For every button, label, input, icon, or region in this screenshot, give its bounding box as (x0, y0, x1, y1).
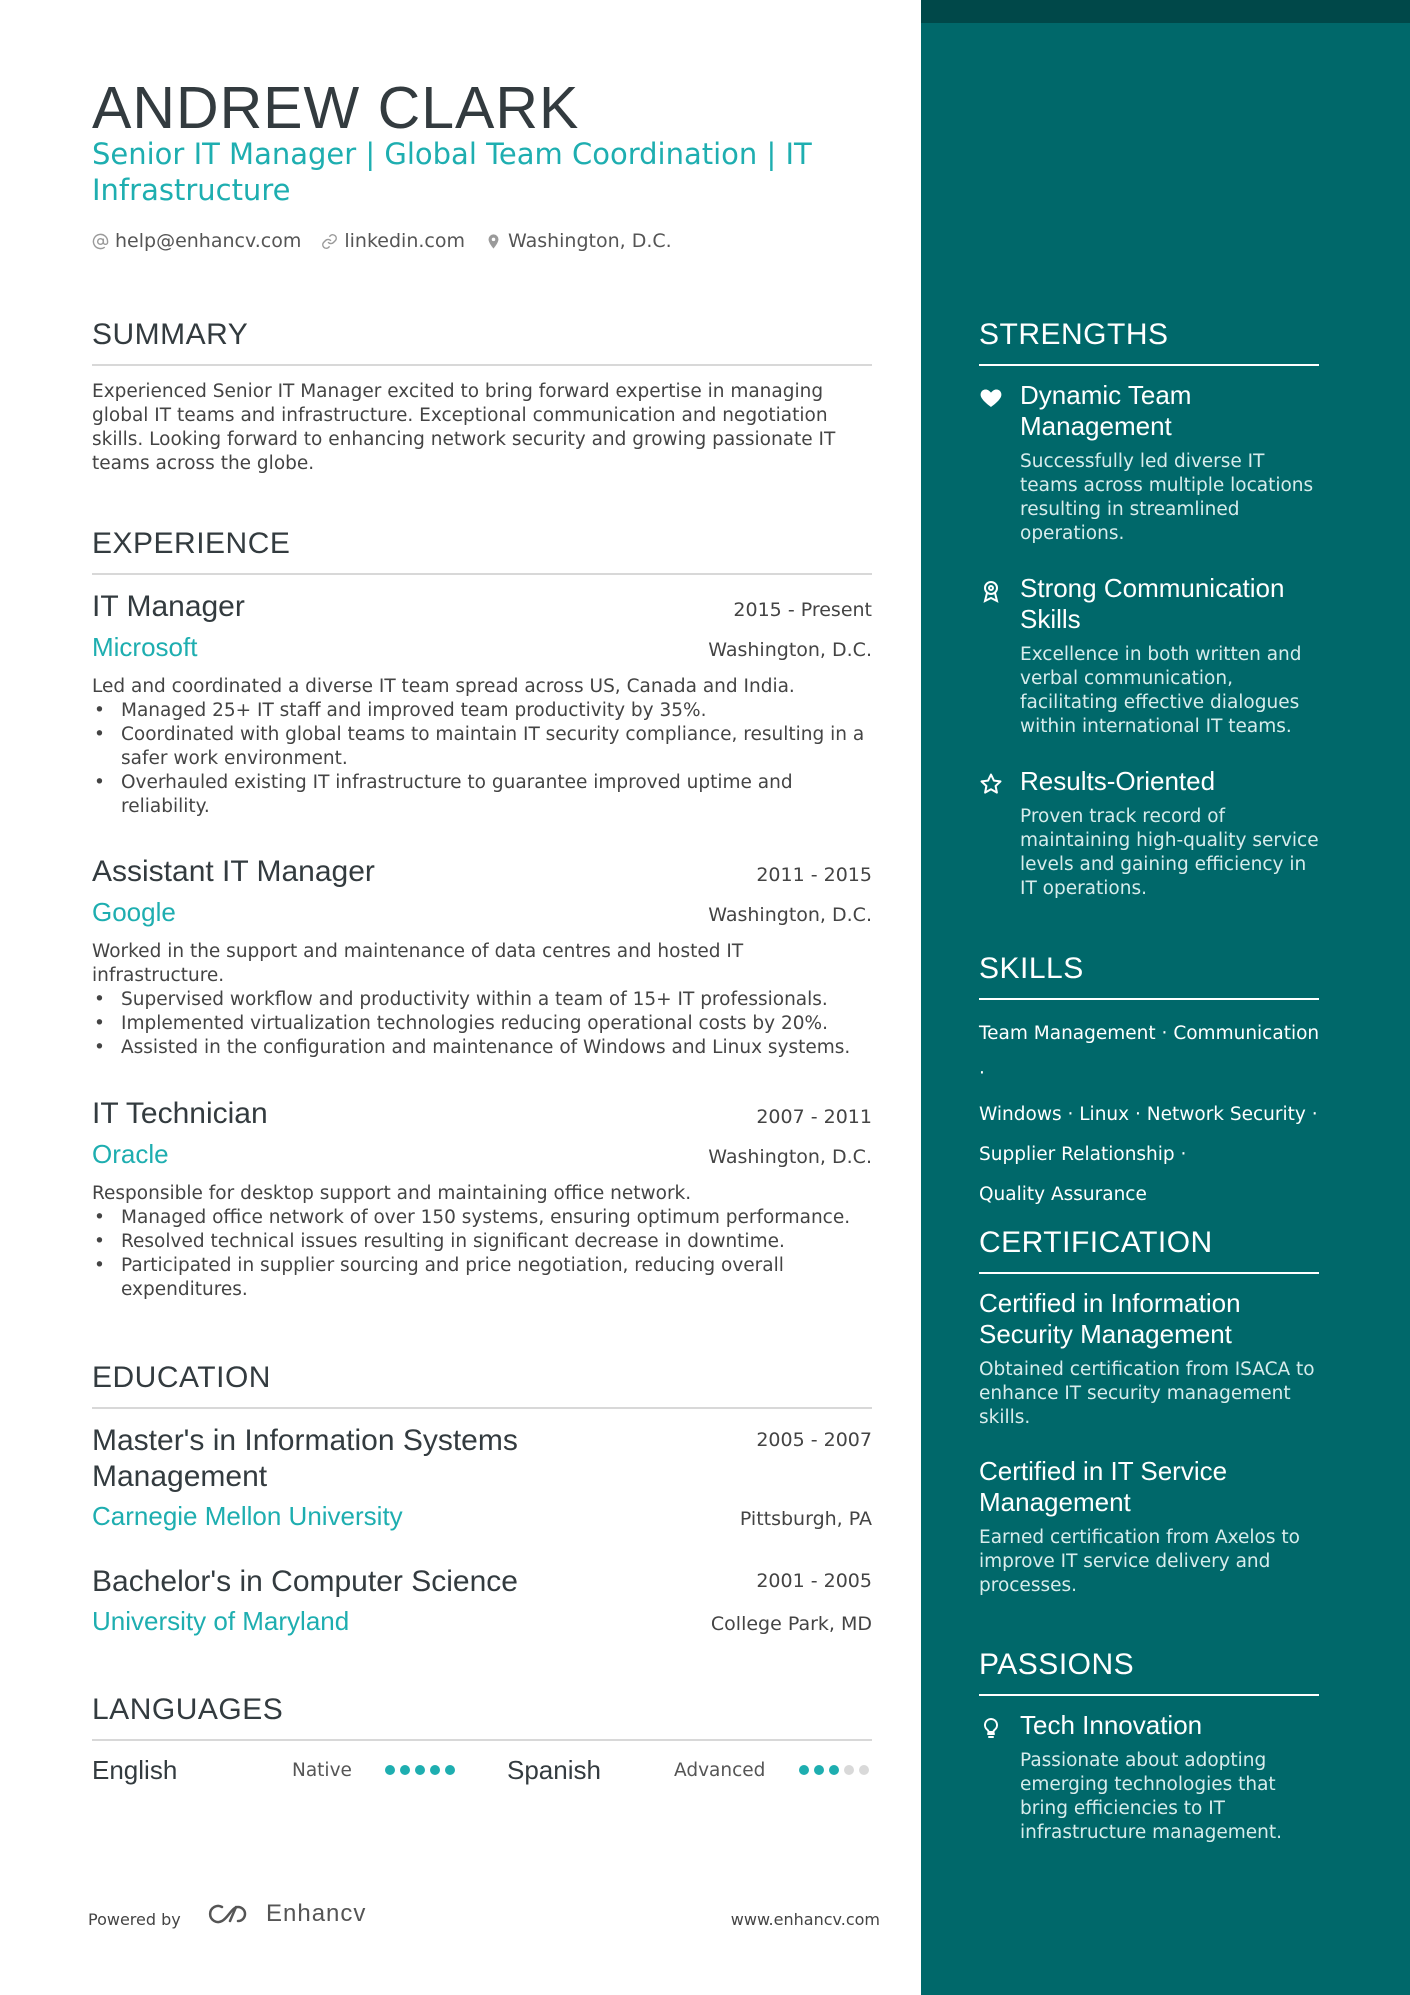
bullet-item: • Resolved technical issues resulting in significant decrease in downtime. (92, 1230, 872, 1254)
bullet-item: • Implemented virtualization technologies reducing operational costs by 20%. (92, 1012, 872, 1036)
certification-title: Certified in IT Service Management (979, 1456, 1228, 1517)
job-title: IT Manager (92, 590, 245, 623)
job-description: Responsible for desktop support and maintaining office network. (92, 1183, 692, 1204)
passion-item (979, 1710, 1319, 1845)
sidebar (921, 0, 1410, 1995)
job-company: Microsoft (92, 632, 198, 662)
location-pin-icon (485, 233, 502, 250)
strength-title: Dynamic Team Management (1020, 380, 1192, 441)
candidate-name: ANDREW CLARK (92, 75, 580, 141)
skill-item: Supplier Relationship (979, 1143, 1175, 1165)
email-text: help@enhancv.com (115, 230, 302, 252)
bullet-item: • Managed office network of over 150 systems, ensuring optimum performance. (92, 1206, 872, 1230)
summary-text: Experienced Senior IT Manager excited to bring forward expertise in managing global IT teams and infrastructure. Exceptional communication and negotiation skills. Looking forward to enhancing network security and growing passionate IT teams across the globe. (92, 381, 836, 474)
strength-item (979, 380, 1319, 546)
rating-dot-filled (415, 1765, 425, 1775)
strength-title: Strong Communication Skills (1020, 573, 1285, 634)
school-location: College Park, MD (710, 1613, 872, 1635)
job-location: Washington, D.C. (708, 904, 872, 926)
rating-dot-filled (385, 1765, 395, 1775)
location-text: Washington, D.C. (508, 230, 672, 252)
skill-item: Communication (1173, 1023, 1320, 1044)
skill-item: Linux (1079, 1103, 1130, 1125)
job-description: Worked in the support and maintenance of data centres and hosted IT infrastructure. (92, 941, 744, 986)
strength-description: Excellence in both written and verbal communication, facilitating effective dialogues within international IT teams. (1020, 644, 1302, 737)
bullet-item: • Assisted in the configuration and maintenance of Windows and Linux systems. (92, 1036, 872, 1060)
rating-dot-filled (430, 1765, 440, 1775)
language-rating (385, 1765, 455, 1775)
at-icon (92, 233, 109, 250)
job-title: IT Technician (92, 1097, 268, 1130)
brand-name: Enhancv (266, 1900, 367, 1927)
school-name: Carnegie Mellon University (92, 1501, 403, 1531)
brand-logo[interactable] (206, 1900, 366, 1928)
linkedin-text: linkedin.com (344, 230, 465, 252)
language-item (507, 1752, 601, 1788)
job-entry (92, 589, 872, 819)
language-item (92, 1752, 177, 1788)
skill-item: Network Security (1146, 1103, 1306, 1125)
skills-heading: SKILLS (979, 952, 1319, 1000)
language-level: Advanced (674, 1760, 766, 1781)
certification-heading: CERTIFICATION (979, 1226, 1319, 1274)
passion-title: Tech Innovation (1020, 1710, 1203, 1740)
rating-dot-filled (445, 1765, 455, 1775)
passion-description: Passionate about adopting emerging technologies that bring efficiencies to IT infrastructure management. (1020, 1750, 1282, 1843)
passions-heading: PASSIONS (979, 1648, 1319, 1696)
summary-heading: SUMMARY (92, 318, 872, 366)
strength-description: Proven track record of maintaining high-quality service levels and gaining efficiency in IT operations. (1020, 806, 1319, 899)
education-entry (92, 1423, 872, 1532)
award-icon (979, 579, 1003, 603)
language-rating (799, 1765, 869, 1775)
language-name: English (92, 1754, 178, 1785)
job-entry (92, 854, 872, 1060)
enhancv-logo-icon (206, 1901, 254, 1927)
job-bullets (92, 1206, 872, 1302)
contact-location (485, 230, 672, 252)
bullet-item: • Overhauled existing IT infrastructure to guarantee improved uptime and reliability. (92, 771, 872, 819)
certification-item (979, 1456, 1319, 1598)
sidebar-top-band (921, 0, 1410, 23)
job-location: Washington, D.C. (708, 639, 872, 661)
job-entry (92, 1096, 872, 1302)
contact-email[interactable] (92, 230, 301, 252)
job-date: 2007 - 2011 (756, 1106, 872, 1128)
strength-title: Results-Oriented (1020, 766, 1216, 796)
job-company: Google (92, 897, 176, 927)
contact-linkedin[interactable] (321, 230, 465, 252)
job-company: Oracle (92, 1139, 169, 1169)
bullet-item: • Participated in supplier sourcing and price negotiation, reducing overall expenditures. (92, 1254, 872, 1302)
rating-dot-filled (400, 1765, 410, 1775)
degree-title: Bachelor's in Computer Science (92, 1565, 518, 1598)
rating-dot-filled (814, 1765, 824, 1775)
skill-item: Windows (979, 1103, 1062, 1125)
strength-item (979, 766, 1319, 901)
skill-item: Team Management (979, 1023, 1156, 1044)
degree-title: Master's in Information Systems Management (92, 1424, 518, 1493)
strengths-heading: STRENGTHS (979, 318, 1319, 366)
education-date: 2005 - 2007 (756, 1429, 872, 1451)
job-location: Washington, D.C. (708, 1146, 872, 1168)
bullet-item: • Coordinated with global teams to maintain IT security compliance, resulting in a safer work environment. (92, 723, 872, 771)
star-icon (979, 772, 1003, 796)
contact-bar (92, 230, 672, 252)
lightbulb-icon (979, 1716, 1003, 1740)
heart-icon (979, 386, 1003, 410)
rating-dot-empty (859, 1765, 869, 1775)
certification-description: Earned certification from Axelos to improve IT service delivery and processes. (979, 1527, 1300, 1596)
rating-dot-filled (829, 1765, 839, 1775)
experience-heading: EXPERIENCE (92, 527, 872, 575)
job-date: 2015 - Present (733, 599, 872, 621)
certification-title: Certified in Information Security Management (979, 1288, 1241, 1349)
strength-item (979, 573, 1319, 739)
rating-dot-empty (844, 1765, 854, 1775)
bullet-item: • Supervised workflow and productivity within a team of 15+ IT professionals. (92, 988, 872, 1012)
education-date: 2001 - 2005 (756, 1570, 872, 1592)
certification-item (979, 1288, 1319, 1430)
languages-heading: LANGUAGES (92, 1693, 872, 1741)
powered-by-text: Powered by (88, 1910, 181, 1929)
education-heading: EDUCATION (92, 1361, 872, 1409)
skill-item: Quality Assurance (979, 1184, 1147, 1206)
languages-row (92, 1752, 872, 1788)
school-location: Pittsburgh, PA (739, 1508, 872, 1530)
job-bullets (92, 699, 872, 819)
education-entry (92, 1564, 872, 1637)
skills-list: Team Management · Communication · Windows · Linux · Network Security · Supplier Relationship · Quality Assurance (979, 1023, 1320, 1206)
certification-description: Obtained certification from ISACA to enhance IT security management skills. (979, 1359, 1315, 1428)
footer (88, 1898, 880, 1938)
strength-description: Successfully led diverse IT teams across multiple locations resulting in streamlined operations. (1020, 451, 1314, 544)
language-level: Native (292, 1760, 352, 1781)
rating-dot-filled (799, 1765, 809, 1775)
job-description: Led and coordinated a diverse IT team spread across US, Canada and India. (92, 676, 795, 697)
headline: Senior IT Manager | Global Team Coordination | IT Infrastructure (92, 137, 812, 207)
job-title: Assistant IT Manager (92, 855, 375, 888)
link-icon (321, 233, 338, 250)
school-name: University of Maryland (92, 1606, 350, 1636)
job-date: 2011 - 2015 (756, 864, 872, 886)
website-link[interactable]: www.enhancv.com (730, 1910, 880, 1929)
bullet-item: • Managed 25+ IT staff and improved team productivity by 35%. (92, 699, 872, 723)
language-name: Spanish (507, 1754, 601, 1785)
job-bullets (92, 988, 872, 1060)
